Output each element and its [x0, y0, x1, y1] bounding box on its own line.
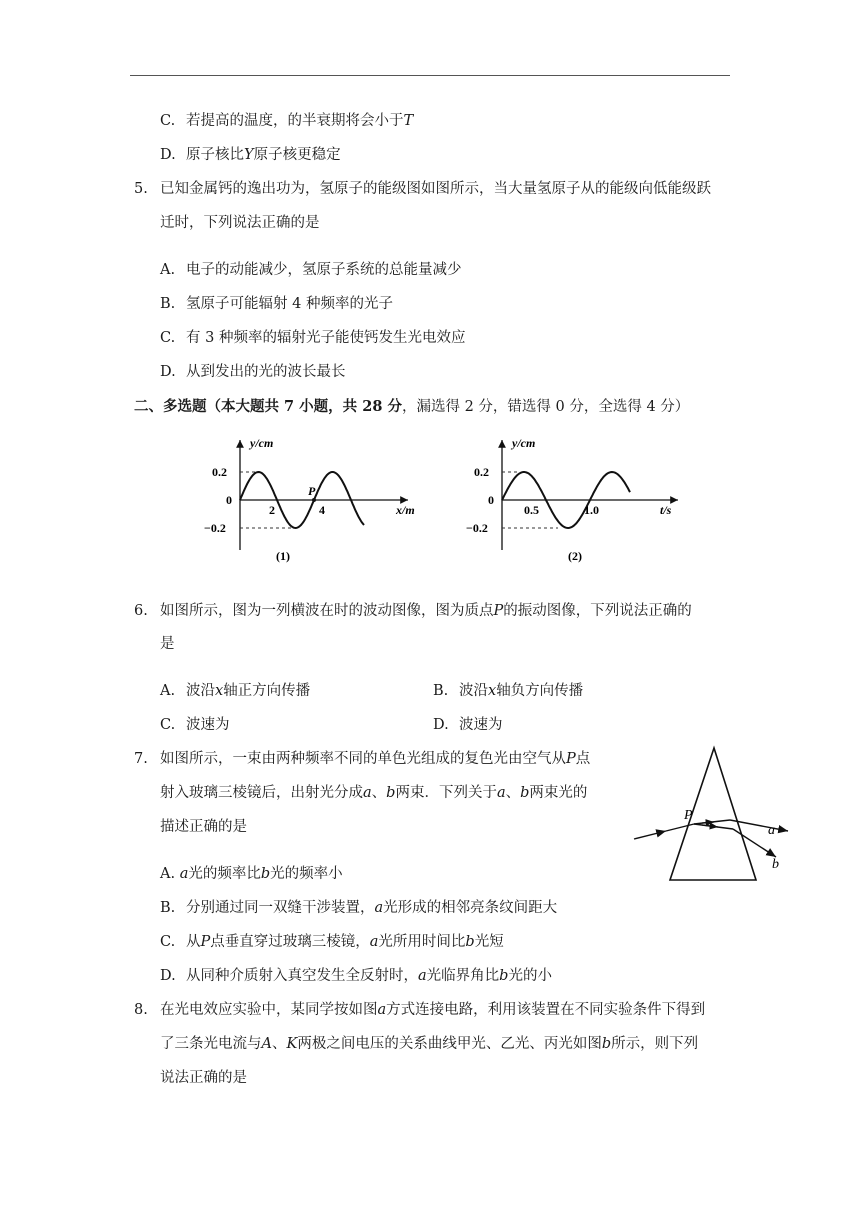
q4-option-d: D. 原子核比Y原子核更稳定 — [160, 147, 341, 163]
q7-stem-line1: 如图所示，一束由两种频率不同的单色光组成的复色光由空气从P点 — [160, 751, 591, 767]
vibration-graph-figure-2 — [450, 432, 690, 572]
header-rule — [130, 75, 730, 76]
origin-label: 0 — [226, 493, 232, 507]
q8-stem-line3: 说法正确的是 — [160, 1070, 247, 1086]
q7-option-a: A. a光的频率比b光的频率小 — [160, 866, 343, 882]
q7-option-d: D. 从同种介质射入真空发生全反射时，a光临界角比b光的小 — [160, 968, 552, 984]
q5-number: 5. — [134, 181, 148, 197]
point-p-label: P — [684, 808, 693, 823]
tick-x-2: 2 — [269, 503, 275, 517]
y-axis-label: y/cm — [250, 436, 274, 450]
q6-number: 6. — [134, 603, 148, 619]
incident-ray — [666, 824, 694, 831]
q5-option-b: B. 氢原子可能辐射 4 种频率的光子 — [160, 296, 393, 312]
q8-number: 8. — [134, 1002, 148, 1018]
q7-option-b: B. 分别通过同一双缝干涉装置，a光形成的相邻亮条纹间距大 — [160, 900, 558, 916]
point-p-label: P — [308, 484, 316, 498]
q6-option-c: C. 波速为 — [160, 717, 230, 733]
tick-t-1-0: 1.0 — [584, 503, 599, 517]
incident-ray-arrow — [634, 831, 666, 839]
q6-stem-line1: 如图所示，图为一列横波在时的波动图像，图为质点P的振动图像，下列说法正确的 — [160, 603, 692, 619]
prism-figure — [630, 742, 800, 888]
q6-option-a: A. 波沿x轴正方向传播 — [160, 683, 311, 699]
ray-b-label: b — [772, 857, 779, 872]
q5-stem-line2: 迁时，下列说法正确的是 — [160, 215, 320, 231]
section-heading: 二、多选题（本大题共 7 小题，共 28 分，漏选得 2 分，错选得 0 分，全选得 4 分） — [134, 398, 690, 415]
tick-y-top: 0.2 — [474, 465, 489, 479]
x-axis-label: x/m — [396, 503, 415, 517]
tick-x-4: 4 — [319, 503, 325, 517]
tick-t-0-5: 0.5 — [524, 503, 539, 517]
q8-stem-line2: 了三条光电流与A、K两极之间电压的关系曲线甲光、乙光、丙光如图b所示，则下列 — [160, 1036, 699, 1052]
ray-a-label: a — [768, 823, 775, 838]
q6-option-b: B. 波沿x轴负方向传播 — [433, 683, 584, 699]
q5-option-d: D. 从到发出的光的波长最长 — [160, 364, 346, 380]
q5-stem-line1: 已知金属钙的逸出功为，氢原子的能级图如图所示，当大量氢原子从的能级向低能级跃 — [160, 181, 711, 197]
figure-caption: (2) — [568, 549, 582, 563]
tick-y-bottom: −0.2 — [204, 521, 226, 535]
q4-option-c: C. 若提高的温度，的半衰期将会小于T — [160, 113, 414, 129]
tick-y-top: 0.2 — [212, 465, 227, 479]
q7-number: 7. — [134, 751, 148, 767]
tick-y-bottom: −0.2 — [466, 521, 488, 535]
q6-option-d: D. 波速为 — [433, 717, 503, 733]
wave-graph-figure-1 — [190, 432, 420, 572]
figure-caption: (1) — [276, 549, 290, 563]
y-axis-label: y/cm — [512, 436, 536, 450]
q5-option-c: C. 有 3 种频率的辐射光子能使钙发生光电效应 — [160, 330, 466, 346]
origin-label: 0 — [488, 493, 494, 507]
q8-stem-line1: 在光电效应实验中，某同学按如图a方式连接电路，利用该装置在不同实验条件下得到 — [160, 1002, 706, 1018]
q7-stem-line2: 射入玻璃三棱镜后，出射光分成a、b两束．下列关于a、b两束光的 — [160, 785, 588, 801]
q5-option-a: A. 电子的动能减少，氢原子系统的总能量减少 — [160, 262, 462, 278]
inside-arrow-a — [702, 822, 714, 823]
q7-stem-line3: 描述正确的是 — [160, 819, 247, 835]
point-p-marker — [312, 498, 316, 502]
q6-stem-line2: 是 — [160, 636, 175, 652]
t-axis-label: t/s — [660, 503, 672, 517]
glass-prism — [670, 748, 756, 880]
q7-option-c: C. 从P点垂直穿过玻璃三棱镜，a光所用时间比b光短 — [160, 934, 504, 950]
